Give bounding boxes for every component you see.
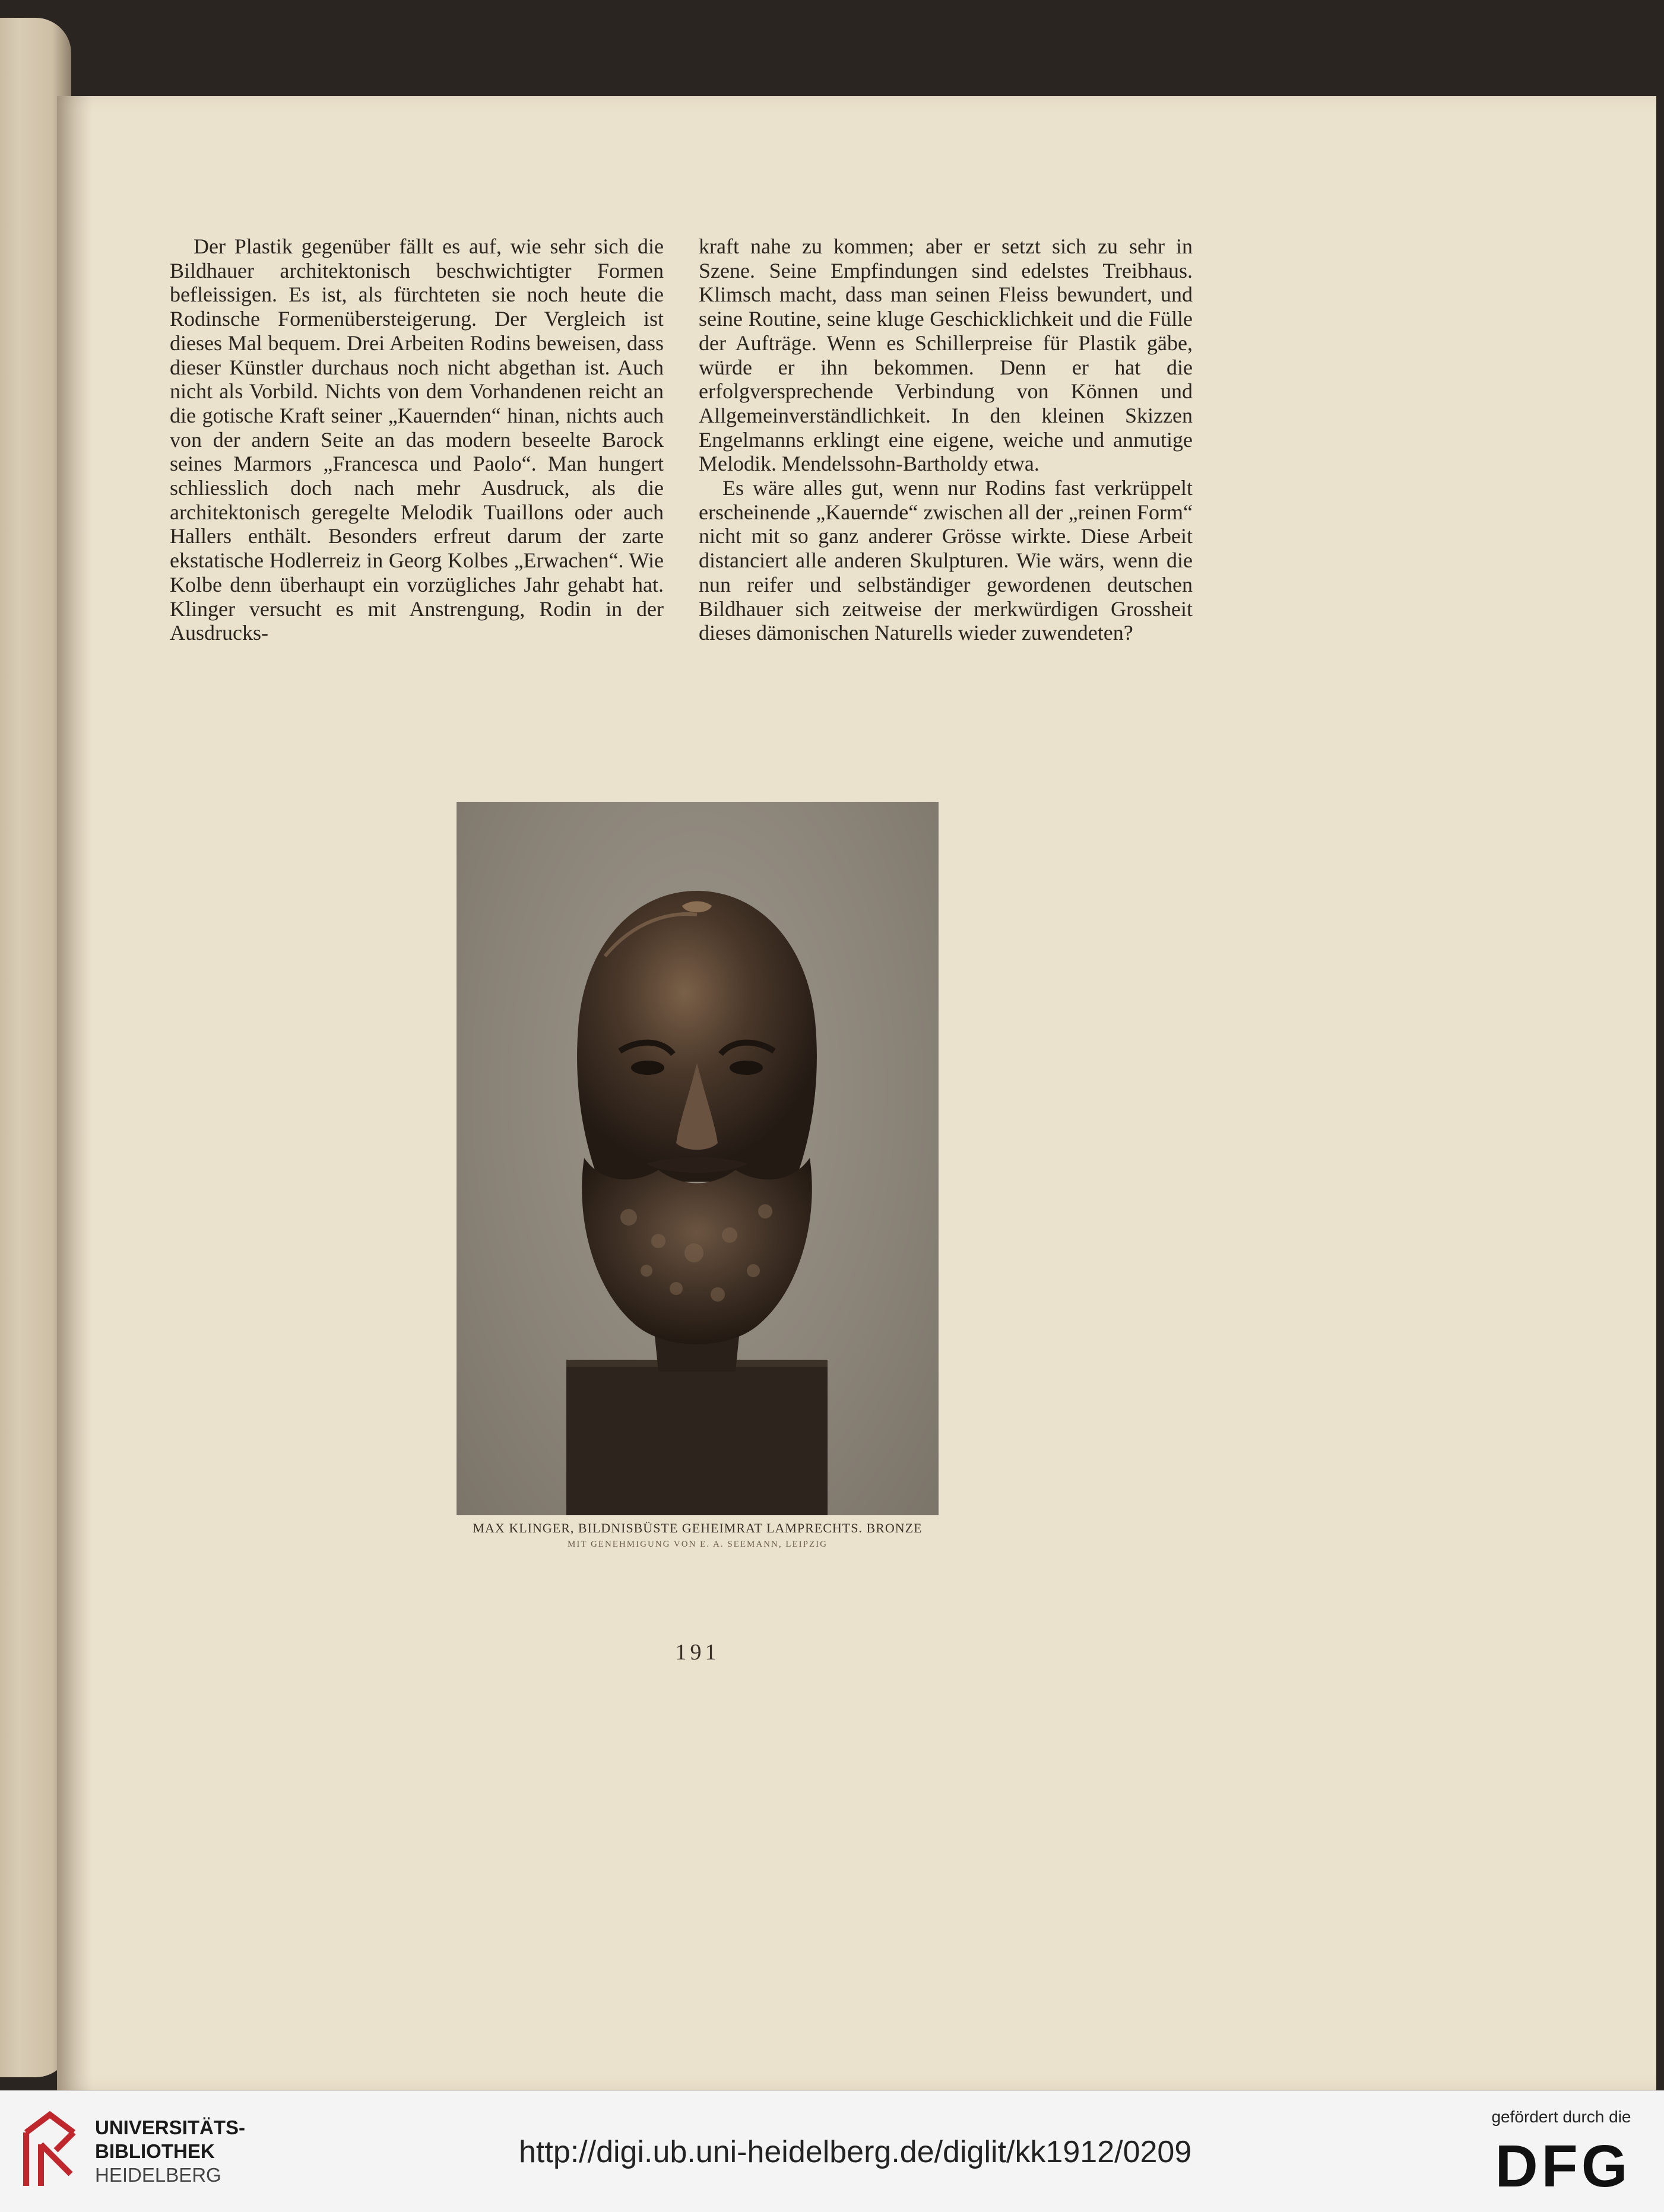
- gutter-shadow: [57, 96, 93, 2090]
- footer-bar: [0, 2090, 1664, 2212]
- dfg-logo[interactable]: DFG: [1495, 2133, 1631, 2200]
- paragraph: Der Plastik gegenüber fällt es auf, wie sehr sich die Bildhauer architektonisch beschwichtigter Formen befleissigen. Es ist, als fürchteten sie noch heute die Rodinsche Formenübersteigerung. Der Vergleich ist dieses Mal bequem. Drei Arbeiten Rodins beweisen, dass dieser Künstler durchaus noch nicht abgethan ist. Auch nicht als Vorbild. Nichts von dem Vorhandenen reicht an die gotische Kraft seiner „Kauernden“ hinan, nichts auch von der andern Seite an das modern beseelte Barock seines Marmors „Francesca und Paolo“. Man hungert schliesslich doch nach mehr Ausdruck, als die architektonisch geregelte Melodik Tuaillons oder auch Hallers enthält. Besonders erfreut darum der zarte ekstatische Hodlerreiz in Georg Kolbes „Erwachen“. Wie Kolbe denn überhaupt ein vorzügliches Jahr gehabt hat. Klinger versucht es mit Anstrengung, Rodin in der Ausdrucks-: [170, 234, 664, 645]
- text-column-right: [699, 234, 1193, 757]
- funded-by-label: gefördert durch die: [1491, 2108, 1631, 2126]
- figure-credit: MIT GENEHMIGUNG VON E. A. SEEMANN, LEIPZIG: [567, 1540, 828, 1549]
- bronze-bust-image: [457, 802, 939, 1515]
- heidelberg-library-logo-icon[interactable]: [14, 2109, 81, 2192]
- library-name-line: UNIVERSITÄTS-: [95, 2116, 246, 2138]
- library-name-line: BIBLIOTHEK: [95, 2140, 215, 2162]
- page-number: 191: [675, 1640, 720, 1665]
- figure-caption: MAX KLINGER, BILDNISBÜSTE GEHEIMRAT LAMPRECHTS. BRONZE: [473, 1521, 923, 1535]
- library-name: [95, 2116, 245, 2187]
- paragraph: kraft nahe zu kommen; aber er setzt sich zu sehr in Szene. Seine Empfindungen sind edelstes Treibhaus. Klimsch macht, dass man seinen Fleiss bewundert, und seine Routine, seine kluge Geschicklichkeit und die Fülle der Aufträge. Wenn es Schillerpreise für Plastik gäbe, würde er ihn bekommen. Denn er hat die erfolgversprechende Verbindung von Können und Allgemeinverständlichkeit. In den kleinen Skizzen Engelmanns erklingt eine eigene, weiche und anmutige Melodik. Mendelssohn-Bartholdy etwa.: [699, 234, 1193, 476]
- document-url-link[interactable]: http://digi.ub.uni-heidelberg.de/diglit/kk1912/0209: [519, 2135, 1192, 2169]
- bust-photograph: [457, 802, 939, 1515]
- text-column-left: [170, 234, 664, 757]
- paragraph: Es wäre alles gut, wenn nur Rodins fast verkrüppelt erscheinende „Kauernde“ zwischen all der „reinen Form“ nicht mit so ganz anderer Grösse wirkte. Diese Arbeit distanciert alle anderen Skulpturen. Wie wärs, wenn die nun reifer und selbständiger gewordenen deutschen Bildhauer sich zeitweise der merkwürdigen Grossheit dieses dämonischen Naturells wieder zuwendeten?: [699, 476, 1193, 645]
- library-name-line: HEIDELBERG: [95, 2164, 221, 2186]
